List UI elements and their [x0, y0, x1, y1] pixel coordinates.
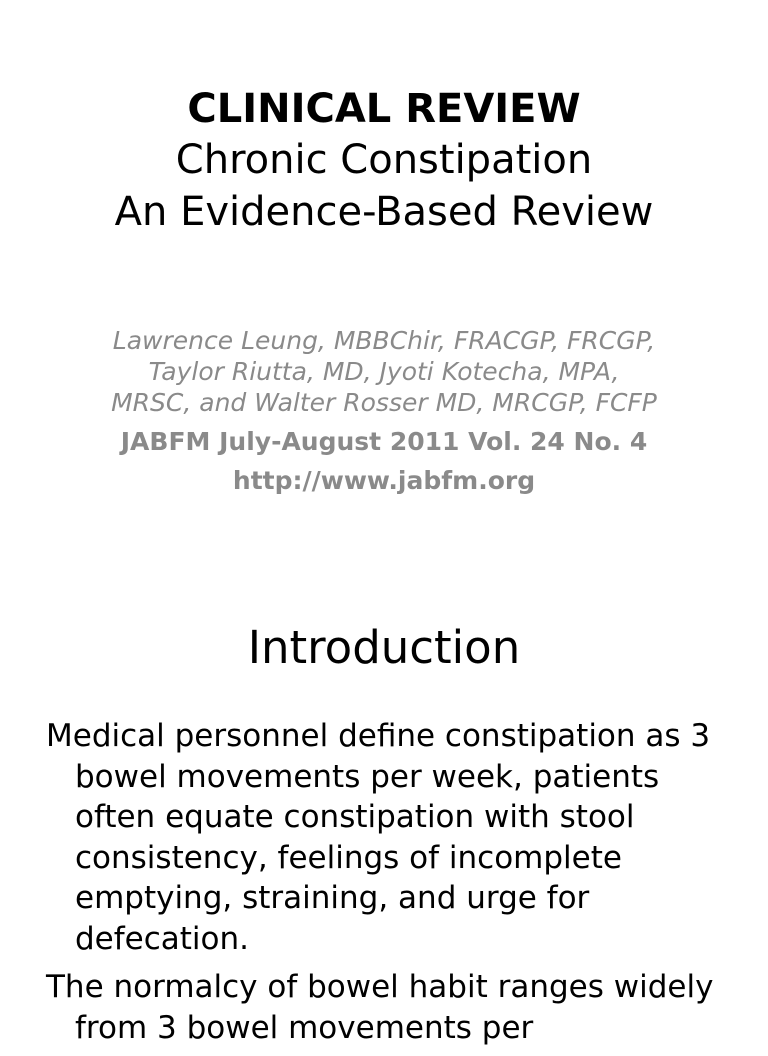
article-title-line-1: Chronic Constipation: [175, 137, 593, 183]
introduction-body: [46, 716, 726, 1056]
journal-url: http://www.jabfm.org: [232, 466, 536, 495]
list-item: The normalcy of bowel habit ranges widely from 3 bowel movements per: [46, 969, 714, 1046]
author-list: Lawrence Leung, MBBChir, FRACGP, FRCGP, Taylor Riutta, MD, Jyoti Kotecha, MPA, MRSC, and Walter Rosser MD, MRCGP, FCFP: [111, 326, 657, 417]
title-slide-header: [0, 84, 768, 238]
introduction-heading: Introduction: [247, 621, 521, 674]
article-title-line-2: An Evidence-Based Review: [114, 189, 654, 235]
citation-block: [110, 325, 658, 496]
section-label: CLINICAL REVIEW: [187, 86, 581, 132]
list-item: Medical personnel define constipation as 3 bowel movements per week, patients often equate constipation with stool consistency, feelings of incomplete emptying, straining, and urge for defecation.: [46, 718, 711, 957]
journal-citation: JABFM July-August 2011 Vol. 24 No. 4: [120, 427, 648, 456]
